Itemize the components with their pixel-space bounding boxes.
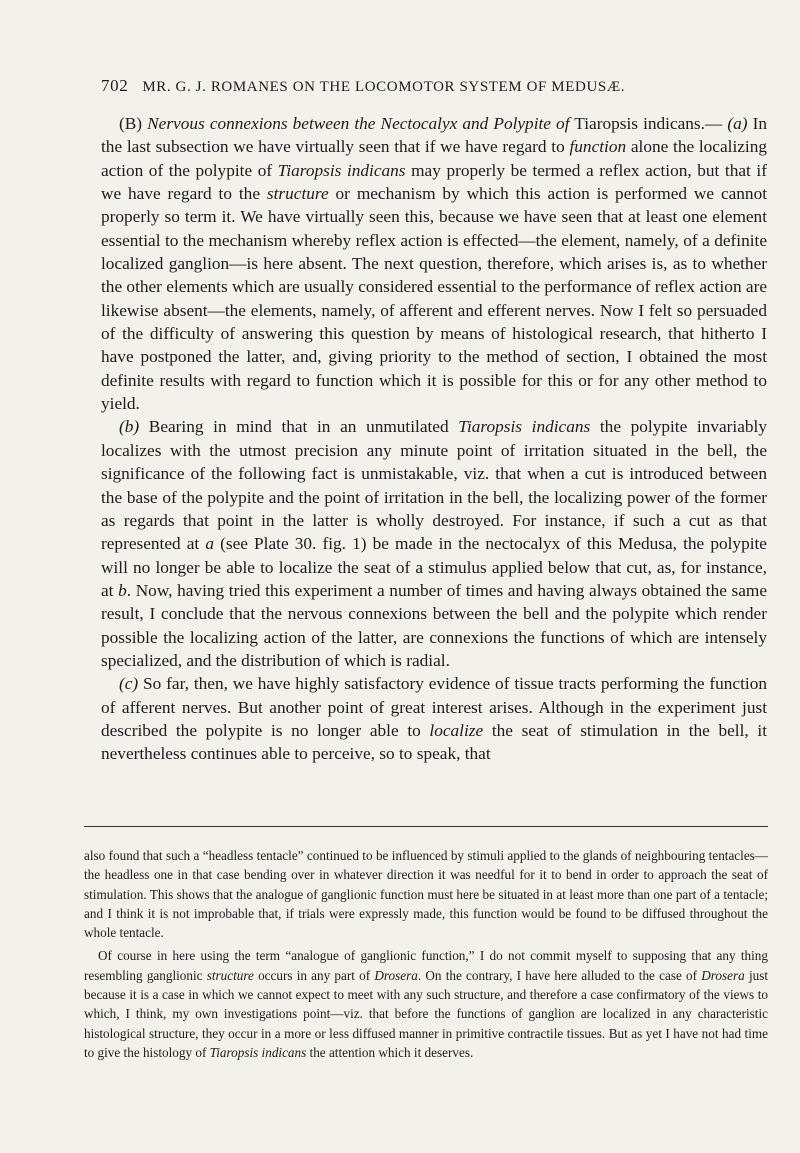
paragraph-c: (c) So far, then, we have highly satisfactory evidence of tissue tracts performing the function of afferent nerves. But another point of great interest arises. Although in the experiment just described the polypite is no longer able to localize the seat of stimulation in the bell, it nevertheless continues able to perceive, so to speak, that xyxy=(101,674,767,764)
paragraph-b: (b) Bearing in mind that in an unmutilated Tiaropsis indicans the polypite invariably localizes with the utmost precision any minute point of irritation situated in the bell, the significance of the following fact is unmistakable, viz. that when a cut is introduced between the base of the polypite and the point of irritation in the bell, the localizing power of the former as regards that point in the latter is wholly destroyed. For instance, if such a cut as that represented at a (see Plate 30. fig. 1) be made in the nectocalyx of this Medusa, the polypite will no longer be able to localize the seat of a stimulus applied below that cut, as, for instance, at b. Now, having tried this experiment a number of times and having always obtained the same result, I conclude that the nervous connexions between the bell and the polypite which render possible the localizing action of the latter, are connexions the functions of which are intensely specialized, and the distribution of which is radial. xyxy=(101,417,768,670)
section-heading xyxy=(101,112,767,415)
running-title: MR. G. J. ROMANES ON THE LOCOMOTOR SYSTEM OF MEDUSÆ. xyxy=(142,79,626,95)
main-text xyxy=(101,112,767,766)
footnotes xyxy=(84,846,768,1062)
footnote-divider xyxy=(84,826,768,827)
paragraph-a: (a) In the last subsection we have virtually seen that if we have regard to function alone the localizing action of the polypite of Tiaropsis indicans may properly be termed a reflex action, but that if we have regard to the structure or mechanism by which this action is performed we cannot properly so term it. We have virtually seen this, because we have seen that at least one element essential to the mechanism whereby reflex action is effected—the element, namely, of a definite localized ganglion—is here absent. The next question, therefore, which arises is, as to whether the other elements which are usually considered essential to the performance of reflex action are likewise absent—the elements, namely, of afferent and efferent nerves. Now I felt so persuaded of the difficulty of answering this question by means of histological research, that hitherto I have postponed the latter, and, giving priority to the method of section, I obtained the most definite results with regard to function which it is possible for this or for any other method to yield. xyxy=(101,114,768,414)
section-species: Tiaropsis indicans.— xyxy=(574,114,723,133)
section-title: Nervous connexions between the Nectocalyx and Polypite of xyxy=(147,114,570,133)
footnote-paragraph: Of course in here using the term “analogue of ganglionic function,” I do not commit myself to supposing that any thing resembling ganglionic structure occurs in any part of Drosera. On the contrary, I have here alluded to the case of Drosera just because it is a case in which we cannot expect to meet with any such structure, and therefore a case confirmatory of the views to which, I think, my own investigations point—viz. that before the functions of ganglion are localized in any characteristic histological structure, they occur in a more or less diffused manner in primitive contractile tissues. But as yet I have not had time to give the histology of Tiaropsis indicans the attention which it deserves. xyxy=(84,948,768,1060)
footnote-continued: also found that such a “headless tentacle” continued to be influenced by stimuli applied to the glands of neighbouring tentacles—the headless one in that case bending over in whatever direction it was needful for it to bend in order to approach the seat of stimulation. This shows that the analogue of ganglionic function must here be situated in at least more than one part of a tentacle; and I think it is not improbable that, if trials were expressly made, this function would be found to be diffused throughout the whole tentacle. xyxy=(84,848,768,941)
section-label: (B) xyxy=(119,114,143,133)
running-header xyxy=(101,76,741,96)
page-number: 702 xyxy=(101,76,129,95)
